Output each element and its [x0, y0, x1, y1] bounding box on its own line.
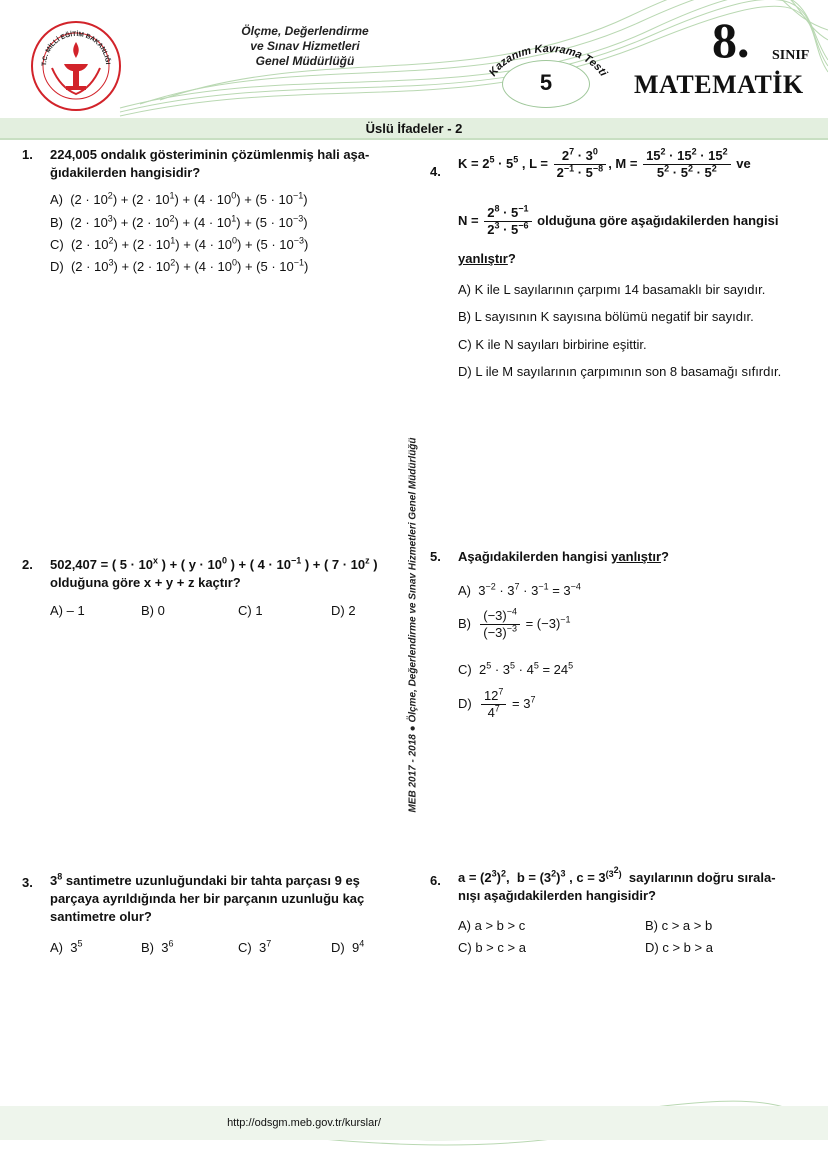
q3-number: 3. — [22, 875, 33, 890]
q6-option-b[interactable]: B) c > a > b — [645, 918, 713, 933]
organization-name — [200, 24, 410, 69]
q2-prefix: 502,407 = — [50, 557, 109, 572]
q3-option-b-label: B) — [141, 940, 154, 955]
side-text: MEB 2017 - 2018 ● Ölçme, Değerlendirme ve Sınav Hizmetleri Genel Müdürlüğü — [407, 437, 419, 813]
q3-option-d[interactable]: D) $9^4$ — [331, 938, 365, 955]
q4-option-b[interactable]: B) L sayısının K sayısına bölümü negatif bir sayıdır. — [458, 309, 754, 324]
q4-N-line: N = $\frac{2^8 \cdot 5^{-1}}{2^3 \cdot 5^{-6}}$ olduğuna göre aşağıdakilerden hangisi — [458, 203, 779, 237]
q3-option-c-label: C) — [238, 940, 252, 955]
q1-text-line1: 224,005 ondalık gösteriminin çözümlenmiş hali aşa- — [50, 147, 370, 162]
topic-title: Üslü İfadeler - 2 — [365, 121, 463, 136]
ministry-logo — [30, 20, 122, 112]
q1-option-b-label: B) — [50, 215, 63, 230]
q5-option-b-label: B) — [458, 615, 471, 631]
q4-definitions: $K = 2^5 \cdot 5^5$ , L = $\frac{2^7 \cdot 3^0}{2^{-1} \cdot 5^{-8}}$ , M = $\frac{15^2 \cdot 15^2 \cdot 15^2}{5^2 \cdot 5^2 \cdot 5^2}$ ve — [458, 146, 751, 180]
q4-number: 4. — [430, 164, 441, 179]
q4-option-d[interactable]: D) L ile M sayılarının çarpımının son 8 basamağı sıfırdır. — [458, 364, 782, 379]
org-line-2: ve Sınav Hizmetleri — [250, 39, 360, 53]
q5-option-b[interactable]: B) $\frac{(-3)^{-4}}{(-3)^{-3}}$ = $(-3)^{-1}$ — [458, 606, 571, 640]
q5-d-fraction: $\frac{12^7}{4^7}$ — [481, 688, 506, 721]
q6-text-line2: nışı aşağıdakilerden hangisidir? — [458, 888, 656, 903]
q1-option-b[interactable]: B) $(2 \cdot 10^3) + (2 \cdot 10^2) + (4 \cdot 10^1) + (5 \cdot 10^{-3})$ — [50, 213, 308, 230]
q2-option-d[interactable]: D) 2 — [331, 603, 356, 618]
q1-number: 1. — [22, 147, 33, 162]
q5-option-d[interactable]: D) $\frac{12^7}{4^7}$ = $3^7$ — [458, 686, 536, 720]
q5-keyword: yanlıştır — [611, 549, 662, 564]
q1-option-a-label: A) — [50, 192, 63, 207]
q3-line1-rest: santimetre uzunluğundaki bir tahta parçası 9 eş — [65, 873, 360, 888]
q2-text — [50, 556, 410, 592]
q1-option-d-label: D) — [50, 259, 64, 274]
grade-number: 8. — [712, 12, 750, 68]
q5-option-a-label: A) — [458, 583, 471, 598]
q3-option-c[interactable]: C) $3^7$ — [238, 938, 272, 955]
q6-option-d[interactable]: D) c > b > a — [645, 940, 713, 955]
q6-option-a[interactable]: A) a > b > c — [458, 918, 526, 933]
q1-option-d[interactable]: D) $(2 \cdot 10^3) + (2 \cdot 10^2) + (4 \cdot 10^0) + (5 \cdot 10^{-1})$ — [50, 257, 309, 274]
q3-text-line3: santimetre olur? — [50, 909, 152, 924]
q1-text-line2: ğıdakilerden hangisidir? — [50, 165, 201, 180]
q4-option-c[interactable]: C) K ile N sayıları birbirine eşittir. — [458, 337, 647, 352]
q3-option-a-label: A) — [50, 940, 63, 955]
q4-text-line2: olduğuna göre aşağıdakilerden hangisi — [537, 212, 779, 228]
q1-option-a[interactable]: A) $(2 \cdot 10^2) + (2 \cdot 10^1) + (4 \cdot 10^0) + (5 \cdot 10^{-1})$ — [50, 190, 308, 207]
q5-option-c-label: C) — [458, 662, 472, 677]
q4-and-word: ve — [736, 155, 751, 171]
test-label: Kazanım Kavrama Testi — [486, 42, 610, 79]
q6-line1-rest: sayılarının doğru sırala- — [628, 870, 776, 885]
q3-option-b[interactable]: B) $3^6$ — [141, 938, 174, 955]
q5-option-a[interactable]: A) $3^{-2} \cdot 3^7 \cdot 3^{-1} = 3^{-4}$ — [458, 581, 581, 598]
q1-option-c[interactable]: C) $(2 \cdot 10^2) + (2 \cdot 10^1) + (4 \cdot 10^0) + (5 \cdot 10^{-3})$ — [50, 235, 309, 252]
org-line-1: Ölçme, Değerlendirme — [241, 24, 369, 38]
q1-option-c-label: C) — [50, 237, 64, 252]
org-line-3: Genel Müdürlüğü — [255, 54, 355, 68]
q5-number: 5. — [430, 549, 441, 564]
q5-text-main: Aşağıdakilerden hangisi — [458, 549, 608, 564]
q2-equation: 502,407 = ( $5 \cdot 10^x$ ) + ( $y \cdot 10^0$ ) + ( $4 \cdot 10^{-1}$ ) + ( $7 \cdot 10^z$ ) — [50, 555, 378, 572]
q2-option-b[interactable]: B) 0 — [141, 603, 165, 618]
q6-text-line1: $a = (2^3)^2$, $b = (3^2)^3$ , $c = 3^{(3^2)}$ sayılarının doğru sırala- — [458, 864, 776, 885]
grade-word: SINIF — [772, 48, 810, 63]
q4-option-a[interactable]: A) K ile L sayılarının çarpımı 14 basamaklı bir sayıdır. — [458, 282, 766, 297]
q2-option-a[interactable]: A) – 1 — [50, 603, 85, 618]
q4-keyword: yanlıştır — [458, 251, 508, 266]
q4-N-fraction: $\frac{2^8 \cdot 5^{-1}}{2^3 \cdot 5^{-6}}$ — [484, 205, 531, 238]
q1-text — [50, 146, 400, 182]
q5-option-c[interactable]: C) $2^5 \cdot 3^5 \cdot 4^5 = 24^5$ — [458, 660, 574, 677]
q4-M-fraction: $\frac{15^2 \cdot 15^2 \cdot 15^2}{5^2 \cdot 5^2 \cdot 5^2}$ — [643, 148, 731, 181]
q5-text: Aşağıdakilerden hangisi yanlıştır? — [458, 549, 669, 564]
q6-text — [458, 864, 818, 905]
svg-text:T.C. MİLLİ EĞİTİM BAKANLIĞI: T.C. MİLLİ EĞİTİM BAKANLIĞI — [40, 30, 111, 67]
q3-option-d-label: D) — [331, 940, 345, 955]
q2-option-c[interactable]: C) 1 — [238, 603, 263, 618]
q2-text-line2: olduğuna göre x + y + z kaçtır? — [50, 575, 241, 590]
q2-number: 2. — [22, 557, 33, 572]
footer-url[interactable]: http://odsgm.meb.gov.tr/kurslar/ — [227, 1117, 381, 1129]
q3-text-line1: $3^8$ santimetre uzunluğundaki bir tahta parçası 9 eş — [50, 871, 360, 888]
q3-option-a[interactable]: A) $3^5$ — [50, 938, 83, 955]
q3-text — [50, 872, 400, 926]
q4-question-keyword: yanlıştır? — [458, 251, 516, 266]
q3-text-line2: parçaya ayrıldığında her bir parçanın uzunluğu kaç — [50, 891, 365, 906]
subject-title: MATEMATİK — [634, 70, 804, 99]
q5-option-d-label: D) — [458, 695, 472, 711]
test-number: 5 — [539, 70, 553, 95]
q4-L-fraction: $\frac{2^7 \cdot 3^0}{2^{-1} \cdot 5^{-8}}$ — [554, 148, 607, 181]
q5-b-fraction: $\frac{(-3)^{-4}}{(-3)^{-3}}$ — [480, 608, 520, 641]
q6-option-c[interactable]: C) b > c > a — [458, 940, 526, 955]
q6-number: 6. — [430, 873, 441, 888]
